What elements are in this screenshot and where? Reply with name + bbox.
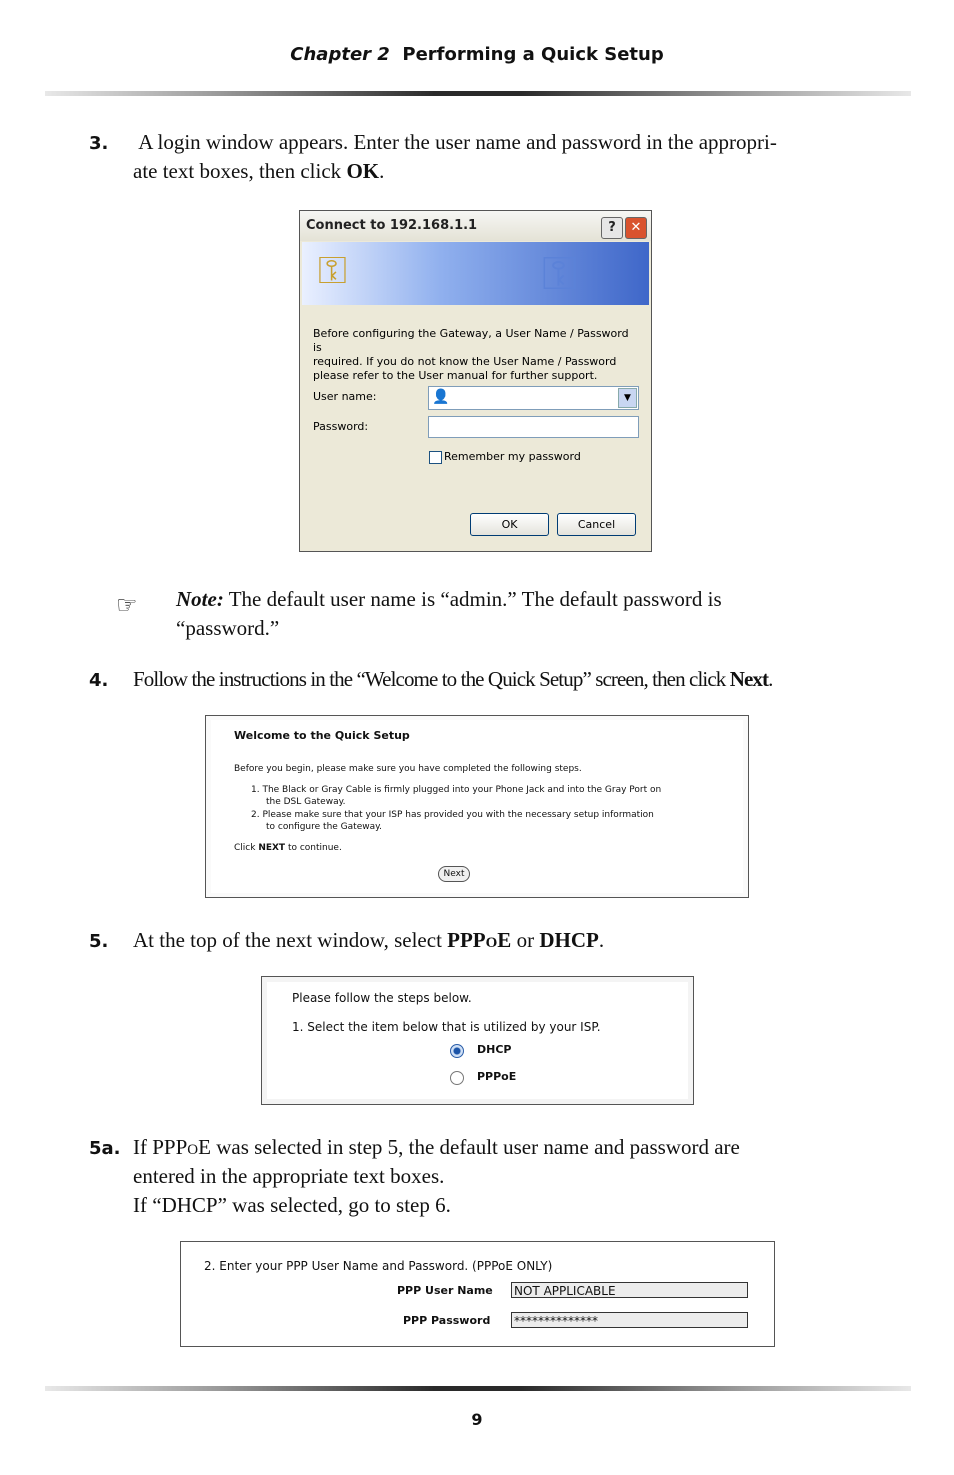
pppoe-label[interactable]: PPPoE (477, 1070, 517, 1083)
cancel-button[interactable]: Cancel (557, 513, 636, 536)
ppp-password-field[interactable]: ************** (511, 1312, 748, 1328)
step-5a-number: 5a. (89, 1138, 121, 1159)
welcome-click-text: Click NEXT to continue. (234, 843, 342, 853)
dhcp-radio[interactable] (450, 1044, 464, 1058)
login-dialog (299, 210, 652, 552)
isp-selection-screenshot (261, 976, 694, 1105)
user-icon: 👤 (432, 389, 450, 405)
step-4-text: Follow the instructions in the “Welcome to the Quick Setup” screen, then click Next. (133, 667, 773, 691)
ppp-user-name-label: PPP User Name (397, 1284, 493, 1297)
ppp-credentials-screenshot (180, 1241, 775, 1347)
ok-button[interactable]: OK (470, 513, 549, 536)
chapter-label: Chapter 2 (290, 44, 390, 65)
step-3-text: A login window appears. Enter the user name and password in the appropri- ate text boxes, then click OK. (133, 130, 777, 183)
welcome-item-1-cont: the DSL Gateway. (266, 797, 346, 807)
dialog-banner (302, 242, 649, 305)
welcome-intro: Before you begin, please make sure you have completed the following steps. (234, 764, 582, 774)
remember-password-label[interactable]: Remember my password (444, 450, 581, 463)
keys-icon: ⚿ (318, 248, 347, 292)
step-4-number: 4. (89, 670, 109, 691)
isp-step-1: 1. Select the item below that is utilized by your ISP. (292, 1020, 601, 1034)
pppoe-radio[interactable] (450, 1071, 464, 1085)
user-name-combobox[interactable] (428, 386, 639, 410)
welcome-screenshot (205, 715, 749, 898)
dialog-title: Connect to 192.168.1.1 (306, 218, 478, 233)
header-rule (45, 91, 911, 96)
dhcp-label[interactable]: DHCP (477, 1043, 512, 1056)
keys-watermark-icon: ⚿ (542, 246, 578, 300)
user-name-label: User name: (313, 390, 377, 403)
remember-password-checkbox[interactable] (429, 451, 442, 464)
ppp-heading: 2. Enter your PPP User Name and Password. (PPPoE ONLY) (204, 1259, 553, 1273)
dialog-message: Before configuring the Gateway, a User Name / Password is required. If you do not know the User Name / Password please refer to the User manual for further support. (313, 327, 629, 382)
next-button[interactable]: Next (438, 866, 470, 882)
password-field[interactable] (428, 416, 639, 438)
password-label: Password: (313, 420, 369, 433)
page-number: 9 (471, 1410, 483, 1429)
note-text: Note: The default user name is “admin.” The default password is “password.” (176, 587, 722, 640)
chevron-down-icon[interactable]: ▼ (618, 388, 637, 408)
welcome-item-2-cont: to configure the Gateway. (266, 822, 383, 832)
welcome-item-2: 2. Please make sure that your ISP has provided you with the necessary setup information (251, 810, 654, 820)
close-button[interactable]: ✕ (625, 217, 647, 239)
ppp-password-label: PPP Password (403, 1314, 491, 1327)
footer-rule (45, 1386, 911, 1391)
isp-instructions: Please follow the steps below. (292, 991, 472, 1005)
ppp-user-name-field[interactable]: NOT APPLICABLE (511, 1282, 748, 1298)
step-5-number: 5. (89, 931, 109, 952)
pointing-hand-icon: ☞ (116, 591, 138, 619)
step-5a-text: If PPPoE was selected in step 5, the default user name and password are entered in the appropriate text boxes. If “DHCP” was selected, go to step 6. (133, 1135, 740, 1217)
page-header (0, 44, 954, 65)
welcome-title: Welcome to the Quick Setup (234, 729, 410, 742)
step-5-text: At the top of the next window, select PPPoE or DHCP. (133, 928, 605, 952)
help-button[interactable]: ? (601, 217, 623, 239)
step-3-number: 3. (89, 133, 109, 154)
dialog-titlebar (300, 211, 651, 241)
chapter-title: Performing a Quick Setup (402, 44, 664, 65)
welcome-item-1: 1. The Black or Gray Cable is firmly plugged into your Phone Jack and into the Gray Port on (251, 785, 662, 795)
